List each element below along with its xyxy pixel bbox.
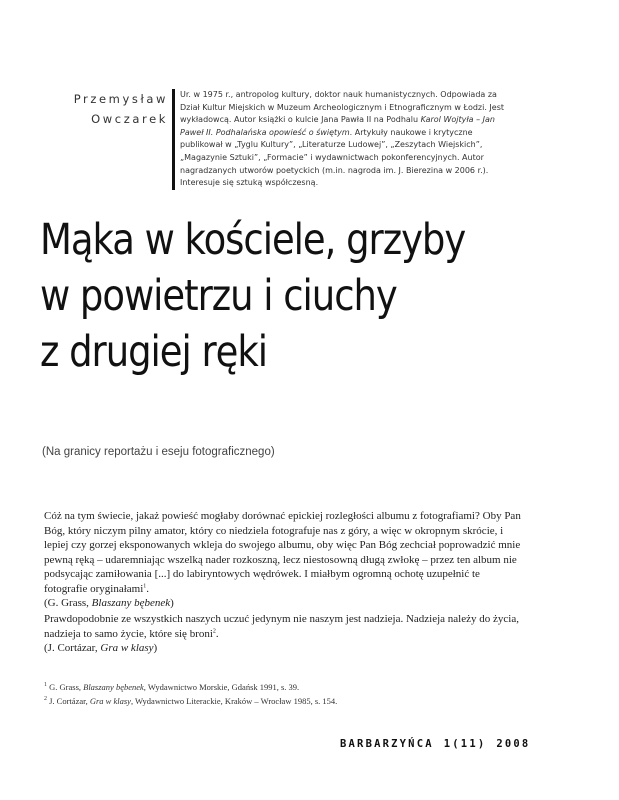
bio-text-2: . Artykuły naukowe i krytyczne publikował w „Tyglu Kultury”, „Literaturze Ludowej”, „Zeszytach Wiejskich”, „Magazynie Sztuki”, „Formacie” i wydawnictwach pokonferencyjnych. Autor nagradzanych utworów poetyckich (m.in. nagroda im. J. Bierezina w 2006 r.). Interesuje się sztuką współczesną.: [180, 127, 489, 188]
footer-year: 2008: [496, 738, 531, 750]
footnote-2-rest: , Wydawnictwo Literackie, Kraków – Wrocław 1985, s. 154.: [130, 696, 338, 706]
title-line-3: z drugiej ręki: [40, 327, 268, 377]
quote-1-cite-author: (G. Grass,: [44, 597, 92, 609]
epigraph-cortazar: [44, 612, 524, 656]
quote-2-text: Prawdopodobnie ze wszystkich naszych uczuć jedynym nie naszym jest nadzieja. Nadzieja należy do życia, nadzieja to samo życie, które się broni: [44, 613, 519, 640]
author-name: [0, 89, 168, 129]
quote-1-text: Cóż na tym świecie, jakaż powieść mogłaby dorównać epickiej rozległości albumu z fotografiami? Oby Pan Bóg, który niczym pilny amator, który co niedziela fotografuje nas z góry, a więc w okropnym skrócie, i lepiej czy gorzej eksponowanych wkleja do swojego albumu, oby więc Pan Bóg zechciał poprowadzić mnie pewną ręką – udaremniając wszelką nader rozkoszną, lecz niestosowną długą zwłokę – przez ten album nie podsycając zamiłowania [...] do labiryntowych wędrówek. I miałbym ogromną ochotę uzupełnić te fotografie oryginałami: [44, 510, 521, 595]
footnote-2: [44, 694, 524, 708]
quote-1-citation: [44, 596, 524, 611]
footer-magazine: BARBARZYŃCA: [340, 738, 434, 750]
article-title: [40, 212, 522, 380]
footnote-1-work: Blaszany bębenek: [83, 682, 144, 692]
quote-2-text-end: .: [215, 627, 219, 640]
footnote-ref-1[interactable]: 1: [143, 582, 147, 589]
quote-1-cite-work: Blaszany bębenek: [91, 597, 171, 609]
footnote-1-num: 1: [44, 682, 47, 689]
quote-2-citation: [44, 641, 524, 656]
quote-1-cite-end: ): [170, 597, 174, 609]
article-subtitle: (Na granicy reportażu i eseju fotograficznego): [42, 446, 275, 458]
bio-book-title: Karol Wojtyła – Jan Paweł II. Podhalańska opowieść o świętym: [180, 115, 495, 137]
author-last-name: Owczarek: [91, 112, 168, 126]
author-bio: [172, 89, 515, 190]
footnote-2-work: Gra w klasy: [89, 696, 131, 706]
quote-2-cite-author: (J. Cortázar,: [44, 642, 101, 654]
title-line-1: Mąka w kościele, grzyby: [40, 215, 466, 265]
footer-issue: 1(11): [443, 738, 487, 750]
author-first-name: Przemysław: [73, 92, 168, 106]
quote-text: Cóż na tym świecie, jakaż powieść mogłaby dorównać epickiej rozległości albumu z fotografiami? Oby Pan Bóg, który niczym pilny amator, który co niedziela fotografuje nas z góry, a więc w okropnym skrócie, i lepiej czy gorzej eksponowanych wkleja do swojego albumu, oby więc Pan Bóg zechciał poprowadzić mnie pewną ręką – udaremniając wszelką nader rozkoszną, lecz niestosowną długą zwłokę – przez ten album nie podsycając zamiłowania [...] do labiryntowych wędrówek. I miałbym ogromną ochotę uzupełnić te fotografie oryginałami$^1$.: [44, 510, 521, 595]
quote-2-cite-end: ): [153, 642, 158, 654]
footnote-1-rest: , Wydawnictwo Morskie, Gdańsk 1991, s. 39.: [143, 682, 300, 692]
footnote-ref-2[interactable]: 2: [212, 627, 216, 634]
title-line-2: w powietrzu i ciuchy: [40, 271, 397, 321]
footnote-1-author: G. Grass,: [47, 682, 84, 692]
footnote-2-author: J. Cortázar,: [47, 696, 90, 706]
footnotes: [44, 680, 524, 708]
footnote-2-num: 2: [44, 696, 47, 703]
page-footer: [340, 738, 540, 750]
footnote-1: [44, 680, 524, 694]
quote-2-cite-work: Gra w klasy: [100, 642, 154, 654]
epigraph-grass: [44, 509, 524, 611]
bio-text-1: Ur. w 1975 r., antropolog kultury, doktor nauk humanistycznych. Odpowiada za Dział Kultur Miejskich w Muzeum Archeologicznym i Etnograficznym w Łodzi. Jest wykładowcą. Autor książki o kulcie Jana Pawła II na Podhalu: [180, 90, 505, 125]
